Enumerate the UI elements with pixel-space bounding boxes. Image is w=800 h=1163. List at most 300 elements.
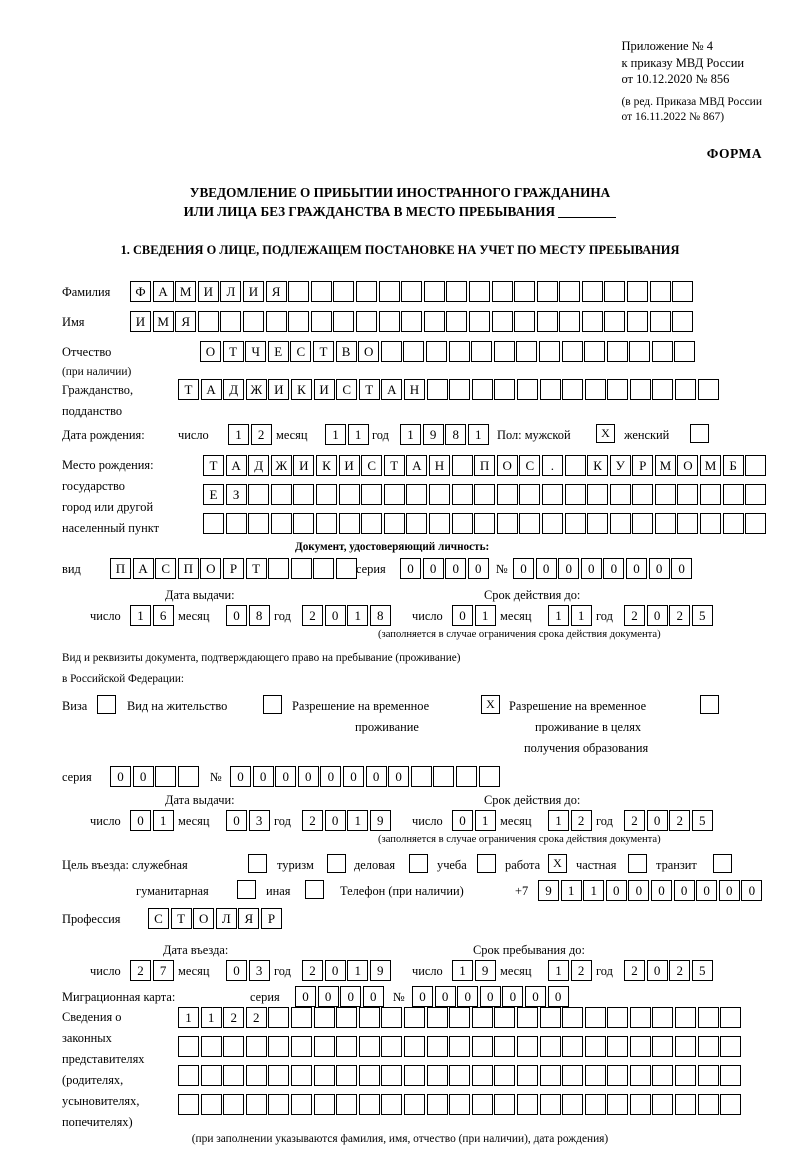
- profession-cells[interactable]: [148, 908, 284, 929]
- char-cell[interactable]: Н: [404, 379, 425, 400]
- char-cell[interactable]: [449, 1094, 470, 1115]
- char-cell[interactable]: 0: [423, 558, 444, 579]
- char-cell[interactable]: О: [677, 455, 698, 476]
- char-cell[interactable]: Т: [223, 341, 244, 362]
- visa-checkbox[interactable]: [97, 695, 116, 714]
- surname-cells[interactable]: [130, 281, 695, 302]
- char-cell[interactable]: Т: [359, 379, 380, 400]
- char-cell[interactable]: [650, 311, 671, 332]
- char-cell[interactable]: [650, 281, 671, 302]
- char-cell[interactable]: [607, 1036, 628, 1057]
- char-cell[interactable]: [497, 484, 518, 505]
- char-cell[interactable]: Ч: [245, 341, 266, 362]
- char-cell[interactable]: Ж: [246, 379, 267, 400]
- char-cell[interactable]: А: [406, 455, 427, 476]
- char-cell[interactable]: [449, 379, 470, 400]
- char-cell[interactable]: [429, 513, 450, 534]
- char-cell[interactable]: 0: [558, 558, 579, 579]
- char-cell[interactable]: С: [361, 455, 382, 476]
- char-cell[interactable]: [359, 1094, 380, 1115]
- doc-series-cells[interactable]: [400, 558, 490, 579]
- char-cell[interactable]: [384, 513, 405, 534]
- char-cell[interactable]: 1: [153, 810, 174, 831]
- business-checkbox[interactable]: [409, 854, 428, 873]
- char-cell[interactable]: 2: [624, 960, 645, 981]
- char-cell[interactable]: [381, 1094, 402, 1115]
- tourism-checkbox[interactable]: [327, 854, 346, 873]
- char-cell[interactable]: С: [155, 558, 176, 579]
- char-cell[interactable]: 1: [178, 1007, 199, 1028]
- char-cell[interactable]: [585, 1036, 606, 1057]
- char-cell[interactable]: 0: [674, 880, 695, 901]
- char-cell[interactable]: [562, 341, 583, 362]
- char-cell[interactable]: [607, 379, 628, 400]
- char-cell[interactable]: [698, 379, 719, 400]
- char-cell[interactable]: [630, 1036, 651, 1057]
- char-cell[interactable]: 0: [388, 766, 409, 787]
- char-cell[interactable]: [698, 1094, 719, 1115]
- char-cell[interactable]: Т: [178, 379, 199, 400]
- char-cell[interactable]: 2: [624, 605, 645, 626]
- doc-valid-year-cells[interactable]: [624, 605, 714, 626]
- char-cell[interactable]: [223, 1065, 244, 1086]
- char-cell[interactable]: [452, 513, 473, 534]
- char-cell[interactable]: 1: [561, 880, 582, 901]
- char-cell[interactable]: 1: [347, 960, 368, 981]
- char-cell[interactable]: [449, 1036, 470, 1057]
- char-cell[interactable]: 6: [153, 605, 174, 626]
- char-cell[interactable]: [472, 1036, 493, 1057]
- char-cell[interactable]: [494, 1065, 515, 1086]
- edu-residence-checkbox[interactable]: [700, 695, 719, 714]
- char-cell[interactable]: [584, 341, 605, 362]
- char-cell[interactable]: [433, 766, 454, 787]
- char-cell[interactable]: [630, 1065, 651, 1086]
- char-cell[interactable]: [610, 484, 631, 505]
- char-cell[interactable]: [404, 1094, 425, 1115]
- char-cell[interactable]: [539, 341, 560, 362]
- char-cell[interactable]: 0: [366, 766, 387, 787]
- char-cell[interactable]: 2: [251, 424, 272, 445]
- char-cell[interactable]: 0: [445, 558, 466, 579]
- char-cell[interactable]: Д: [248, 455, 269, 476]
- char-cell[interactable]: 8: [249, 605, 270, 626]
- char-cell[interactable]: [514, 311, 535, 332]
- char-cell[interactable]: [700, 484, 721, 505]
- char-cell[interactable]: [540, 1065, 561, 1086]
- char-cell[interactable]: [220, 311, 241, 332]
- char-cell[interactable]: [268, 1036, 289, 1057]
- char-cell[interactable]: [452, 455, 473, 476]
- char-cell[interactable]: И: [314, 379, 335, 400]
- humanitarian-checkbox[interactable]: [237, 880, 256, 899]
- char-cell[interactable]: 2: [130, 960, 151, 981]
- char-cell[interactable]: [565, 484, 586, 505]
- char-cell[interactable]: [517, 379, 538, 400]
- char-cell[interactable]: 2: [669, 605, 690, 626]
- char-cell[interactable]: [429, 484, 450, 505]
- perm-valid-year-cells[interactable]: [624, 810, 714, 831]
- char-cell[interactable]: М: [700, 455, 721, 476]
- temp-residence-checkbox[interactable]: X: [481, 695, 500, 714]
- char-cell[interactable]: 1: [583, 880, 604, 901]
- doc-issue-month-cells[interactable]: [226, 605, 271, 626]
- char-cell[interactable]: [288, 281, 309, 302]
- char-cell[interactable]: [336, 1007, 357, 1028]
- char-cell[interactable]: 0: [606, 880, 627, 901]
- char-cell[interactable]: [381, 341, 402, 362]
- char-cell[interactable]: [607, 1065, 628, 1086]
- char-cell[interactable]: Я: [266, 281, 287, 302]
- char-cell[interactable]: [542, 484, 563, 505]
- char-cell[interactable]: [291, 1036, 312, 1057]
- char-cell[interactable]: [406, 513, 427, 534]
- char-cell[interactable]: 0: [603, 558, 624, 579]
- char-cell[interactable]: [449, 341, 470, 362]
- char-cell[interactable]: [627, 311, 648, 332]
- char-cell[interactable]: [472, 1065, 493, 1086]
- char-cell[interactable]: 0: [452, 605, 473, 626]
- char-cell[interactable]: З: [226, 484, 247, 505]
- char-cell[interactable]: [316, 484, 337, 505]
- char-cell[interactable]: 0: [651, 880, 672, 901]
- char-cell[interactable]: 0: [226, 960, 247, 981]
- char-cell[interactable]: 1: [548, 810, 569, 831]
- char-cell[interactable]: 0: [581, 558, 602, 579]
- char-cell[interactable]: 0: [741, 880, 762, 901]
- name-cells[interactable]: [130, 311, 695, 332]
- char-cell[interactable]: О: [358, 341, 379, 362]
- char-cell[interactable]: [339, 484, 360, 505]
- char-cell[interactable]: 0: [626, 558, 647, 579]
- other-purpose-checkbox[interactable]: [305, 880, 324, 899]
- char-cell[interactable]: 0: [226, 605, 247, 626]
- char-cell[interactable]: [381, 1036, 402, 1057]
- char-cell[interactable]: [404, 1007, 425, 1028]
- char-cell[interactable]: 2: [302, 810, 323, 831]
- char-cell[interactable]: [427, 1094, 448, 1115]
- char-cell[interactable]: [585, 1007, 606, 1028]
- patronymic-cells[interactable]: [200, 341, 697, 362]
- char-cell[interactable]: [427, 1065, 448, 1086]
- char-cell[interactable]: [268, 1094, 289, 1115]
- char-cell[interactable]: 0: [325, 960, 346, 981]
- char-cell[interactable]: О: [200, 341, 221, 362]
- char-cell[interactable]: [745, 455, 766, 476]
- char-cell[interactable]: 0: [343, 766, 364, 787]
- char-cell[interactable]: [311, 281, 332, 302]
- char-cell[interactable]: С: [290, 341, 311, 362]
- perm-series-cells[interactable]: [110, 766, 200, 787]
- char-cell[interactable]: 0: [525, 986, 546, 1007]
- entry-day-cells[interactable]: [130, 960, 175, 981]
- char-cell[interactable]: [492, 281, 513, 302]
- char-cell[interactable]: [675, 1007, 696, 1028]
- char-cell[interactable]: [582, 311, 603, 332]
- char-cell[interactable]: [655, 484, 676, 505]
- char-cell[interactable]: [379, 281, 400, 302]
- char-cell[interactable]: [677, 484, 698, 505]
- char-cell[interactable]: [675, 1065, 696, 1086]
- char-cell[interactable]: [672, 311, 693, 332]
- char-cell[interactable]: П: [178, 558, 199, 579]
- char-cell[interactable]: [627, 281, 648, 302]
- char-cell[interactable]: 1: [228, 424, 249, 445]
- char-cell[interactable]: [313, 558, 334, 579]
- char-cell[interactable]: 0: [536, 558, 557, 579]
- char-cell[interactable]: 8: [445, 424, 466, 445]
- char-cell[interactable]: 0: [226, 810, 247, 831]
- char-cell[interactable]: Я: [238, 908, 259, 929]
- char-cell[interactable]: П: [110, 558, 131, 579]
- char-cell[interactable]: .: [542, 455, 563, 476]
- char-cell[interactable]: [361, 484, 382, 505]
- char-cell[interactable]: [293, 484, 314, 505]
- char-cell[interactable]: [494, 1036, 515, 1057]
- char-cell[interactable]: И: [130, 311, 151, 332]
- char-cell[interactable]: [404, 1036, 425, 1057]
- char-cell[interactable]: И: [339, 455, 360, 476]
- residence-permit-checkbox[interactable]: [263, 695, 282, 714]
- char-cell[interactable]: [516, 341, 537, 362]
- char-cell[interactable]: [268, 1007, 289, 1028]
- char-cell[interactable]: К: [291, 379, 312, 400]
- citizenship-cells[interactable]: [178, 379, 720, 400]
- char-cell[interactable]: [700, 513, 721, 534]
- char-cell[interactable]: [652, 1065, 673, 1086]
- char-cell[interactable]: [497, 513, 518, 534]
- char-cell[interactable]: 3: [249, 960, 270, 981]
- char-cell[interactable]: 9: [370, 960, 391, 981]
- char-cell[interactable]: [246, 1094, 267, 1115]
- char-cell[interactable]: 0: [340, 986, 361, 1007]
- char-cell[interactable]: [198, 311, 219, 332]
- char-cell[interactable]: К: [587, 455, 608, 476]
- char-cell[interactable]: [314, 1094, 335, 1115]
- char-cell[interactable]: [604, 311, 625, 332]
- char-cell[interactable]: [562, 379, 583, 400]
- char-cell[interactable]: Т: [171, 908, 192, 929]
- char-cell[interactable]: [587, 513, 608, 534]
- doc-issue-day-cells[interactable]: [130, 605, 175, 626]
- char-cell[interactable]: 5: [692, 605, 713, 626]
- perm-number-cells[interactable]: [230, 766, 501, 787]
- char-cell[interactable]: [201, 1094, 222, 1115]
- char-cell[interactable]: [652, 341, 673, 362]
- char-cell[interactable]: К: [316, 455, 337, 476]
- char-cell[interactable]: 0: [649, 558, 670, 579]
- char-cell[interactable]: [226, 513, 247, 534]
- char-cell[interactable]: 1: [548, 960, 569, 981]
- perm-issue-year-cells[interactable]: [302, 810, 392, 831]
- entry-year-cells[interactable]: [302, 960, 392, 981]
- char-cell[interactable]: [271, 513, 292, 534]
- char-cell[interactable]: [479, 766, 500, 787]
- char-cell[interactable]: [427, 379, 448, 400]
- char-cell[interactable]: [406, 484, 427, 505]
- char-cell[interactable]: 0: [647, 605, 668, 626]
- char-cell[interactable]: [474, 513, 495, 534]
- char-cell[interactable]: [361, 513, 382, 534]
- char-cell[interactable]: [359, 1036, 380, 1057]
- char-cell[interactable]: [559, 311, 580, 332]
- char-cell[interactable]: 0: [502, 986, 523, 1007]
- char-cell[interactable]: А: [133, 558, 154, 579]
- char-cell[interactable]: А: [201, 379, 222, 400]
- char-cell[interactable]: [565, 513, 586, 534]
- char-cell[interactable]: [607, 1007, 628, 1028]
- char-cell[interactable]: [356, 311, 377, 332]
- char-cell[interactable]: 0: [696, 880, 717, 901]
- doc-kind-cells[interactable]: [110, 558, 359, 579]
- birth-year-cells[interactable]: [400, 424, 490, 445]
- char-cell[interactable]: 2: [669, 960, 690, 981]
- phone-cells[interactable]: [538, 880, 764, 901]
- doc-issue-year-cells[interactable]: [302, 605, 392, 626]
- char-cell[interactable]: [469, 311, 490, 332]
- char-cell[interactable]: [517, 1007, 538, 1028]
- char-cell[interactable]: 0: [647, 810, 668, 831]
- char-cell[interactable]: 0: [295, 986, 316, 1007]
- char-cell[interactable]: [655, 513, 676, 534]
- char-cell[interactable]: 0: [468, 558, 489, 579]
- char-cell[interactable]: [559, 281, 580, 302]
- char-cell[interactable]: [540, 1036, 561, 1057]
- char-cell[interactable]: [517, 1094, 538, 1115]
- char-cell[interactable]: [293, 513, 314, 534]
- char-cell[interactable]: [379, 311, 400, 332]
- char-cell[interactable]: [582, 281, 603, 302]
- char-cell[interactable]: 0: [320, 766, 341, 787]
- legal-row-3[interactable]: [178, 1065, 743, 1086]
- doc-valid-month-cells[interactable]: [548, 605, 593, 626]
- char-cell[interactable]: 5: [692, 960, 713, 981]
- char-cell[interactable]: 0: [275, 766, 296, 787]
- char-cell[interactable]: 0: [480, 986, 501, 1007]
- char-cell[interactable]: [178, 1036, 199, 1057]
- char-cell[interactable]: 2: [223, 1007, 244, 1028]
- char-cell[interactable]: [424, 281, 445, 302]
- char-cell[interactable]: [652, 379, 673, 400]
- char-cell[interactable]: [630, 1094, 651, 1115]
- char-cell[interactable]: [674, 341, 695, 362]
- char-cell[interactable]: 0: [435, 986, 456, 1007]
- char-cell[interactable]: И: [293, 455, 314, 476]
- char-cell[interactable]: [474, 484, 495, 505]
- stay-day-cells[interactable]: [452, 960, 497, 981]
- char-cell[interactable]: [178, 766, 199, 787]
- char-cell[interactable]: 0: [647, 960, 668, 981]
- char-cell[interactable]: Д: [223, 379, 244, 400]
- char-cell[interactable]: 0: [452, 810, 473, 831]
- char-cell[interactable]: 0: [400, 558, 421, 579]
- char-cell[interactable]: [562, 1036, 583, 1057]
- char-cell[interactable]: А: [226, 455, 247, 476]
- char-cell[interactable]: [517, 1036, 538, 1057]
- birth-day-cells[interactable]: [228, 424, 273, 445]
- char-cell[interactable]: 0: [110, 766, 131, 787]
- char-cell[interactable]: О: [497, 455, 518, 476]
- char-cell[interactable]: [356, 281, 377, 302]
- char-cell[interactable]: 1: [475, 605, 496, 626]
- char-cell[interactable]: [629, 341, 650, 362]
- char-cell[interactable]: [178, 1094, 199, 1115]
- char-cell[interactable]: 0: [325, 810, 346, 831]
- char-cell[interactable]: [540, 1094, 561, 1115]
- char-cell[interactable]: [243, 311, 264, 332]
- birth-place-row-3[interactable]: [203, 513, 768, 534]
- char-cell[interactable]: 1: [571, 605, 592, 626]
- char-cell[interactable]: Л: [220, 281, 241, 302]
- char-cell[interactable]: [456, 766, 477, 787]
- char-cell[interactable]: Б: [723, 455, 744, 476]
- char-cell[interactable]: [471, 341, 492, 362]
- char-cell[interactable]: [652, 1036, 673, 1057]
- char-cell[interactable]: [339, 513, 360, 534]
- stay-year-cells[interactable]: [624, 960, 714, 981]
- char-cell[interactable]: [540, 1007, 561, 1028]
- sex-female-checkbox[interactable]: [690, 424, 709, 443]
- char-cell[interactable]: [333, 281, 354, 302]
- char-cell[interactable]: [411, 766, 432, 787]
- char-cell[interactable]: М: [175, 281, 196, 302]
- char-cell[interactable]: [542, 513, 563, 534]
- char-cell[interactable]: [632, 513, 653, 534]
- doc-number-cells[interactable]: [513, 558, 694, 579]
- char-cell[interactable]: [537, 311, 558, 332]
- legal-row-2[interactable]: [178, 1036, 743, 1057]
- char-cell[interactable]: 9: [538, 880, 559, 901]
- char-cell[interactable]: 9: [370, 810, 391, 831]
- char-cell[interactable]: 2: [571, 810, 592, 831]
- perm-issue-day-cells[interactable]: [130, 810, 175, 831]
- migration-series-cells[interactable]: [295, 986, 385, 1007]
- char-cell[interactable]: С: [148, 908, 169, 929]
- char-cell[interactable]: [336, 1065, 357, 1086]
- char-cell[interactable]: П: [474, 455, 495, 476]
- char-cell[interactable]: 7: [153, 960, 174, 981]
- char-cell[interactable]: [537, 281, 558, 302]
- char-cell[interactable]: С: [336, 379, 357, 400]
- char-cell[interactable]: [314, 1007, 335, 1028]
- char-cell[interactable]: Т: [384, 455, 405, 476]
- char-cell[interactable]: [336, 1036, 357, 1057]
- char-cell[interactable]: [745, 484, 766, 505]
- char-cell[interactable]: [381, 1065, 402, 1086]
- char-cell[interactable]: [223, 1094, 244, 1115]
- char-cell[interactable]: 0: [628, 880, 649, 901]
- sex-male-checkbox[interactable]: X: [596, 424, 615, 443]
- transit-checkbox[interactable]: [713, 854, 732, 873]
- char-cell[interactable]: М: [153, 311, 174, 332]
- char-cell[interactable]: 0: [298, 766, 319, 787]
- char-cell[interactable]: [698, 1007, 719, 1028]
- char-cell[interactable]: [449, 1065, 470, 1086]
- char-cell[interactable]: М: [655, 455, 676, 476]
- work-checkbox[interactable]: X: [548, 854, 567, 873]
- char-cell[interactable]: [562, 1094, 583, 1115]
- char-cell[interactable]: О: [193, 908, 214, 929]
- char-cell[interactable]: [652, 1094, 673, 1115]
- char-cell[interactable]: [401, 281, 422, 302]
- char-cell[interactable]: [630, 379, 651, 400]
- char-cell[interactable]: 9: [475, 960, 496, 981]
- char-cell[interactable]: [585, 379, 606, 400]
- char-cell[interactable]: Е: [268, 341, 289, 362]
- char-cell[interactable]: [155, 766, 176, 787]
- char-cell[interactable]: И: [243, 281, 264, 302]
- char-cell[interactable]: [610, 513, 631, 534]
